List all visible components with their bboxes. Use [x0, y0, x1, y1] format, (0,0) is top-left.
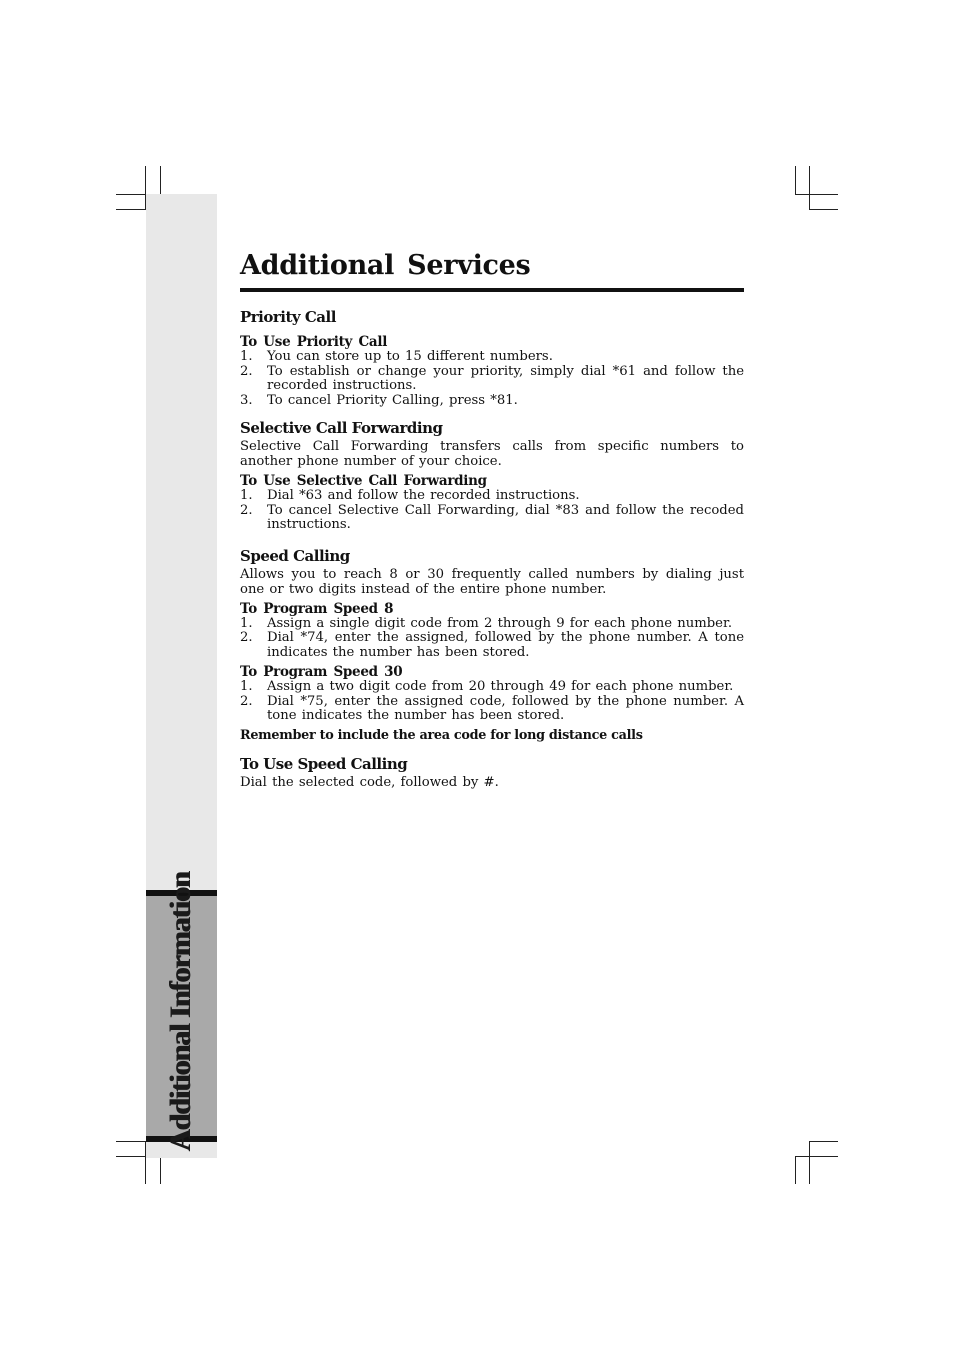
step-number: 3. — [240, 392, 253, 408]
section-use-speed-calling — [240, 753, 744, 790]
section-heading: To Use Speed Calling — [240, 754, 408, 773]
list-item — [240, 617, 744, 632]
list-item — [240, 504, 744, 533]
section-description: Allows you to reach 8 or 30 frequently called numbers by dialing just one or two digits instead of the entire phone number. — [240, 566, 744, 597]
list-item — [240, 394, 744, 409]
section-heading: Selective Call Forwarding — [240, 419, 443, 437]
step-text: Assign a two digit code from 20 through 49 for each phone number. — [267, 679, 734, 694]
side-tab-label: Additional Information — [164, 872, 197, 1152]
step-number: 1. — [240, 488, 253, 503]
sub-heading: To Use Selective Call Forwarding — [240, 473, 487, 489]
step-number: 2. — [240, 502, 253, 518]
sub-heading: To Use Priority Call — [240, 334, 388, 350]
steps-list — [240, 350, 744, 408]
section-selective-call-forwarding — [240, 417, 744, 533]
steps-list — [240, 489, 744, 533]
section-heading: Priority Call — [240, 308, 336, 326]
step-text: Dial *75, enter the assigned code, followed by the phone number. A tone indicates the number has been stored. — [267, 693, 744, 723]
step-number: 1. — [240, 349, 253, 364]
list-item — [240, 695, 744, 724]
section-description: Selective Call Forwarding transfers calls from specific numbers to another phone number of your choice. — [240, 439, 744, 469]
step-text: To cancel Priority Calling, press *81. — [267, 392, 518, 408]
list-item — [240, 350, 744, 365]
crop-mark — [795, 1156, 796, 1184]
step-number: 1. — [240, 615, 253, 631]
crop-mark — [116, 1141, 146, 1142]
section-priority-call — [240, 306, 744, 408]
crop-mark — [160, 166, 161, 195]
step-number: 2. — [240, 693, 253, 709]
page-content — [240, 248, 744, 790]
section-text: Dial the selected code, followed by #. — [240, 774, 499, 790]
steps-list — [240, 617, 744, 661]
step-text: You can store up to 15 different numbers. — [267, 349, 553, 364]
list-item — [240, 489, 744, 504]
section-heading: Speed Calling — [240, 546, 350, 565]
page-title: Additional Services — [240, 250, 531, 281]
crop-mark — [809, 166, 810, 209]
crop-mark — [795, 194, 838, 195]
step-text: Assign a single digit code from 2 through 9 for each phone number. — [267, 615, 733, 631]
list-item — [240, 631, 744, 660]
reminder-note: Remember to include the area code for long distance calls — [240, 727, 643, 743]
list-item — [240, 680, 744, 695]
step-number: 2. — [240, 630, 253, 645]
sub-heading: To Program Speed 30 — [240, 664, 403, 680]
step-text: To establish or change your priority, simply dial *61 and follow the recorded instructions. — [267, 363, 744, 393]
sub-heading: To Program Speed 8 — [240, 600, 394, 617]
step-text: Dial *74, enter the assigned, followed by the phone number. A tone indicates the number has been stored. — [267, 630, 744, 660]
crop-mark — [116, 209, 146, 210]
title-rule — [240, 288, 744, 292]
step-text: To cancel Selective Call Forwarding, dial *83 and follow the recoded instructions. — [267, 502, 744, 532]
list-item — [240, 365, 744, 394]
step-number: 2. — [240, 363, 253, 379]
step-number: 1. — [240, 679, 253, 694]
section-speed-calling — [240, 545, 744, 744]
crop-mark — [809, 209, 838, 210]
crop-mark — [809, 1141, 838, 1142]
steps-list — [240, 680, 744, 724]
crop-mark — [809, 1141, 810, 1184]
crop-mark — [795, 1156, 838, 1157]
crop-mark — [160, 1156, 161, 1184]
crop-mark — [795, 166, 796, 195]
step-text: Dial *63 and follow the recorded instructions. — [267, 488, 580, 503]
